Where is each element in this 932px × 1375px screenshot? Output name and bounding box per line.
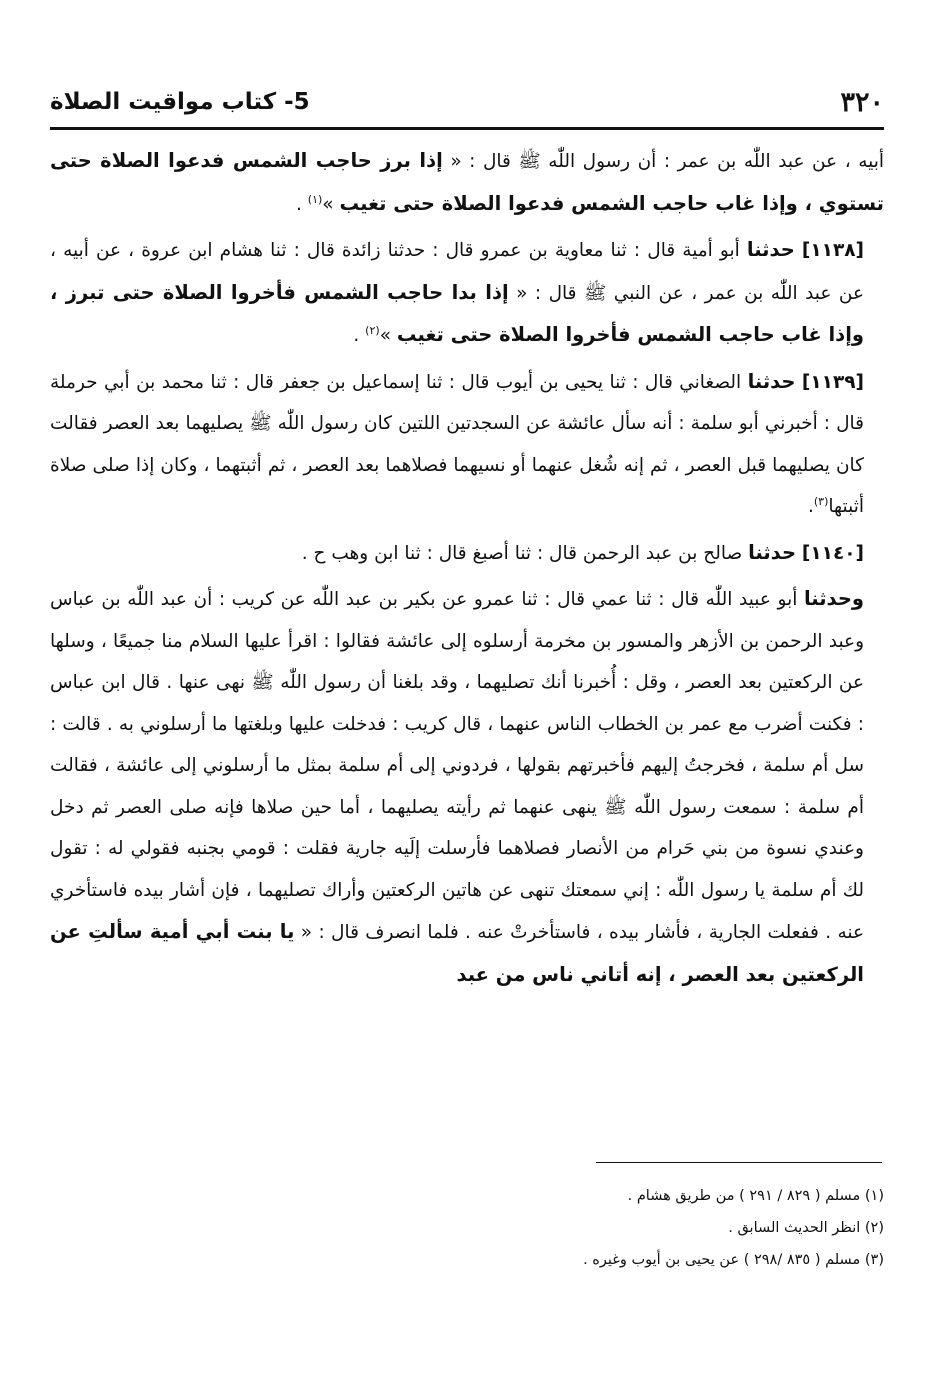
chapter-title: 5- كتاب مواقيت الصلاة: [50, 89, 310, 115]
paragraph-text: »: [379, 325, 397, 346]
paragraph-text: الصغاني قال : ثنا يحيى بن أيوب قال : ثنا إسماعيل بن جعفر قال : ثنا محمد بن أبي حرملة قال : أخبرني أبو سلمة : أنه سأل عائشة عن السجدتين اللتين كان رسول اللّٰه ﷺ يصليهما بعد العصر فقالت كان يصليهما قبل العصر ، ثم إنه شُغل عنهما أو نسيهما فصلاهما بعد العصر ، ثم أثبتهما ، وكان إذا صلى صلاة أثبتها: [50, 371, 864, 517]
narration-lead: حدثنا: [746, 238, 795, 261]
footnote-ref: (١): [307, 192, 323, 206]
page-header: [50, 82, 884, 122]
paragraph-text: .: [353, 325, 366, 346]
paragraph-continuation: [50, 578, 884, 996]
narration-lead: حدثنا: [748, 540, 796, 564]
hadith-quote: إذا بدا حاجب الشمس فأخروا الصلاة حتى تبرز ، وإذا غاب حاجب الشمس فأخروا الصلاة حتى تغيب: [50, 280, 864, 346]
page-number: ٣٢٠: [840, 86, 884, 118]
header-divider: [50, 127, 884, 130]
paragraph-text: صالح بن عبد الرحمن قال : ثنا أصبغ قال : ثنا ابن وهب ح .: [301, 542, 749, 564]
paragraph-1138: [50, 229, 884, 357]
narration-lead: وحدثنا: [803, 587, 864, 610]
paragraph-text: .: [296, 193, 308, 215]
narration-lead: حدثنا: [747, 369, 796, 393]
paragraph-1: [50, 140, 884, 225]
hadith-number: [١١٣٩]: [801, 371, 864, 393]
paragraph-text: »: [322, 193, 340, 215]
footnote-1: (١) مسلم ( ٨٢٩ / ٢٩١ ) من طريق هشام .: [627, 1188, 884, 1204]
footnotes: [300, 1180, 884, 1276]
paragraph-text: أبو عبيد اللّٰه قال : ثنا عمي قال : ثنا عمرو عن بكير بن عبد اللّٰه عن كريب : أن عبد اللّٰه بن عباس وعبد الرحمن بن الأزهر والمسور بن مخرمة أرسلوه إلى عائشة فقالوا : اقرأ عليها السلام منا جميعًا ، وسلها عن الركعتين بعد العصر ، وقل : أُخبرنا أنك تصليهما ، وقد بلغنا أن رسول اللّٰه ﷺ نهى عنها . قال ابن عباس : فكنت أضرب مع عمر بن الخطاب الناس عنهما ، قال كريب : فدخلت عليها وبلغتها ما أرسلوني به . قالت : سل أم سلمة ، فخرجتُ إليهم فأخبرتهم بقولها ، فردوني إلى أم سلمة بمثل ما أرسلوني إلى عائشة ، فقالت أم سلمة : سمعت رسول اللّٰه ﷺ ينهى عنهما ثم رأيته يصليهما ، أما حين صلاها فإنه صلى العصر ثم دخل وعندي نسوة من بني حَرام من الأنصار فصلاهما فأرسلت إلَيه جارية فقلت : قومي بجنبه فقولي له : تقول لك أم سلمة يا رسول اللّٰه : إني سمعتك تنهى عن هاتين الركعتين وأراك تصليهما ، فإن أشار بيده فاستأخري عنه . ففعلت الجارية ، فأشار بيده ، فاستأخرتْ عنه . فلما انصرف قال : «: [50, 589, 864, 943]
hadith-quote: يا بنت أبي أمية سألتِ عن الركعتين بعد العصر ، إنه أتاني ناس من عبد: [50, 920, 864, 986]
paragraph-text: .: [807, 496, 814, 517]
main-text: [50, 140, 884, 996]
footnote-ref: (٣): [813, 494, 829, 508]
paragraph-1140: [50, 532, 884, 575]
paragraph-text: أبو أمية قال : ثنا معاوية بن عمرو قال : حدثنا زائدة قال : ثنا هشام ابن عروة ، عن أبيه ، عن عبد اللّٰه بن عمر ، عن النبي ﷺ قال : «: [50, 240, 864, 304]
footnote-2: (٢) انظر الحديث السابق .: [728, 1220, 884, 1236]
hadith-quote: إذا برز حاجب الشمس فدعوا الصلاة حتى تستوي ، وإذا غاب حاجب الشمس فدعوا الصلاة حتى تغيب: [50, 149, 884, 215]
hadith-number: [١١٤٠]: [801, 542, 864, 564]
footnote-3: (٣) مسلم ( ٨٣٥ /٢٩٨ ) عن يحيى بن أيوب وغيره .: [583, 1252, 884, 1268]
hadith-number: [١١٣٨]: [801, 240, 865, 261]
footnote-ref: (٢): [365, 323, 380, 337]
paragraph-text: أبيه ، عن عبد اللّٰه بن عمر : أن رسول اللّٰه ﷺ قال : «: [442, 151, 884, 172]
footnote-divider: [596, 1162, 882, 1163]
paragraph-1139: [50, 361, 884, 528]
